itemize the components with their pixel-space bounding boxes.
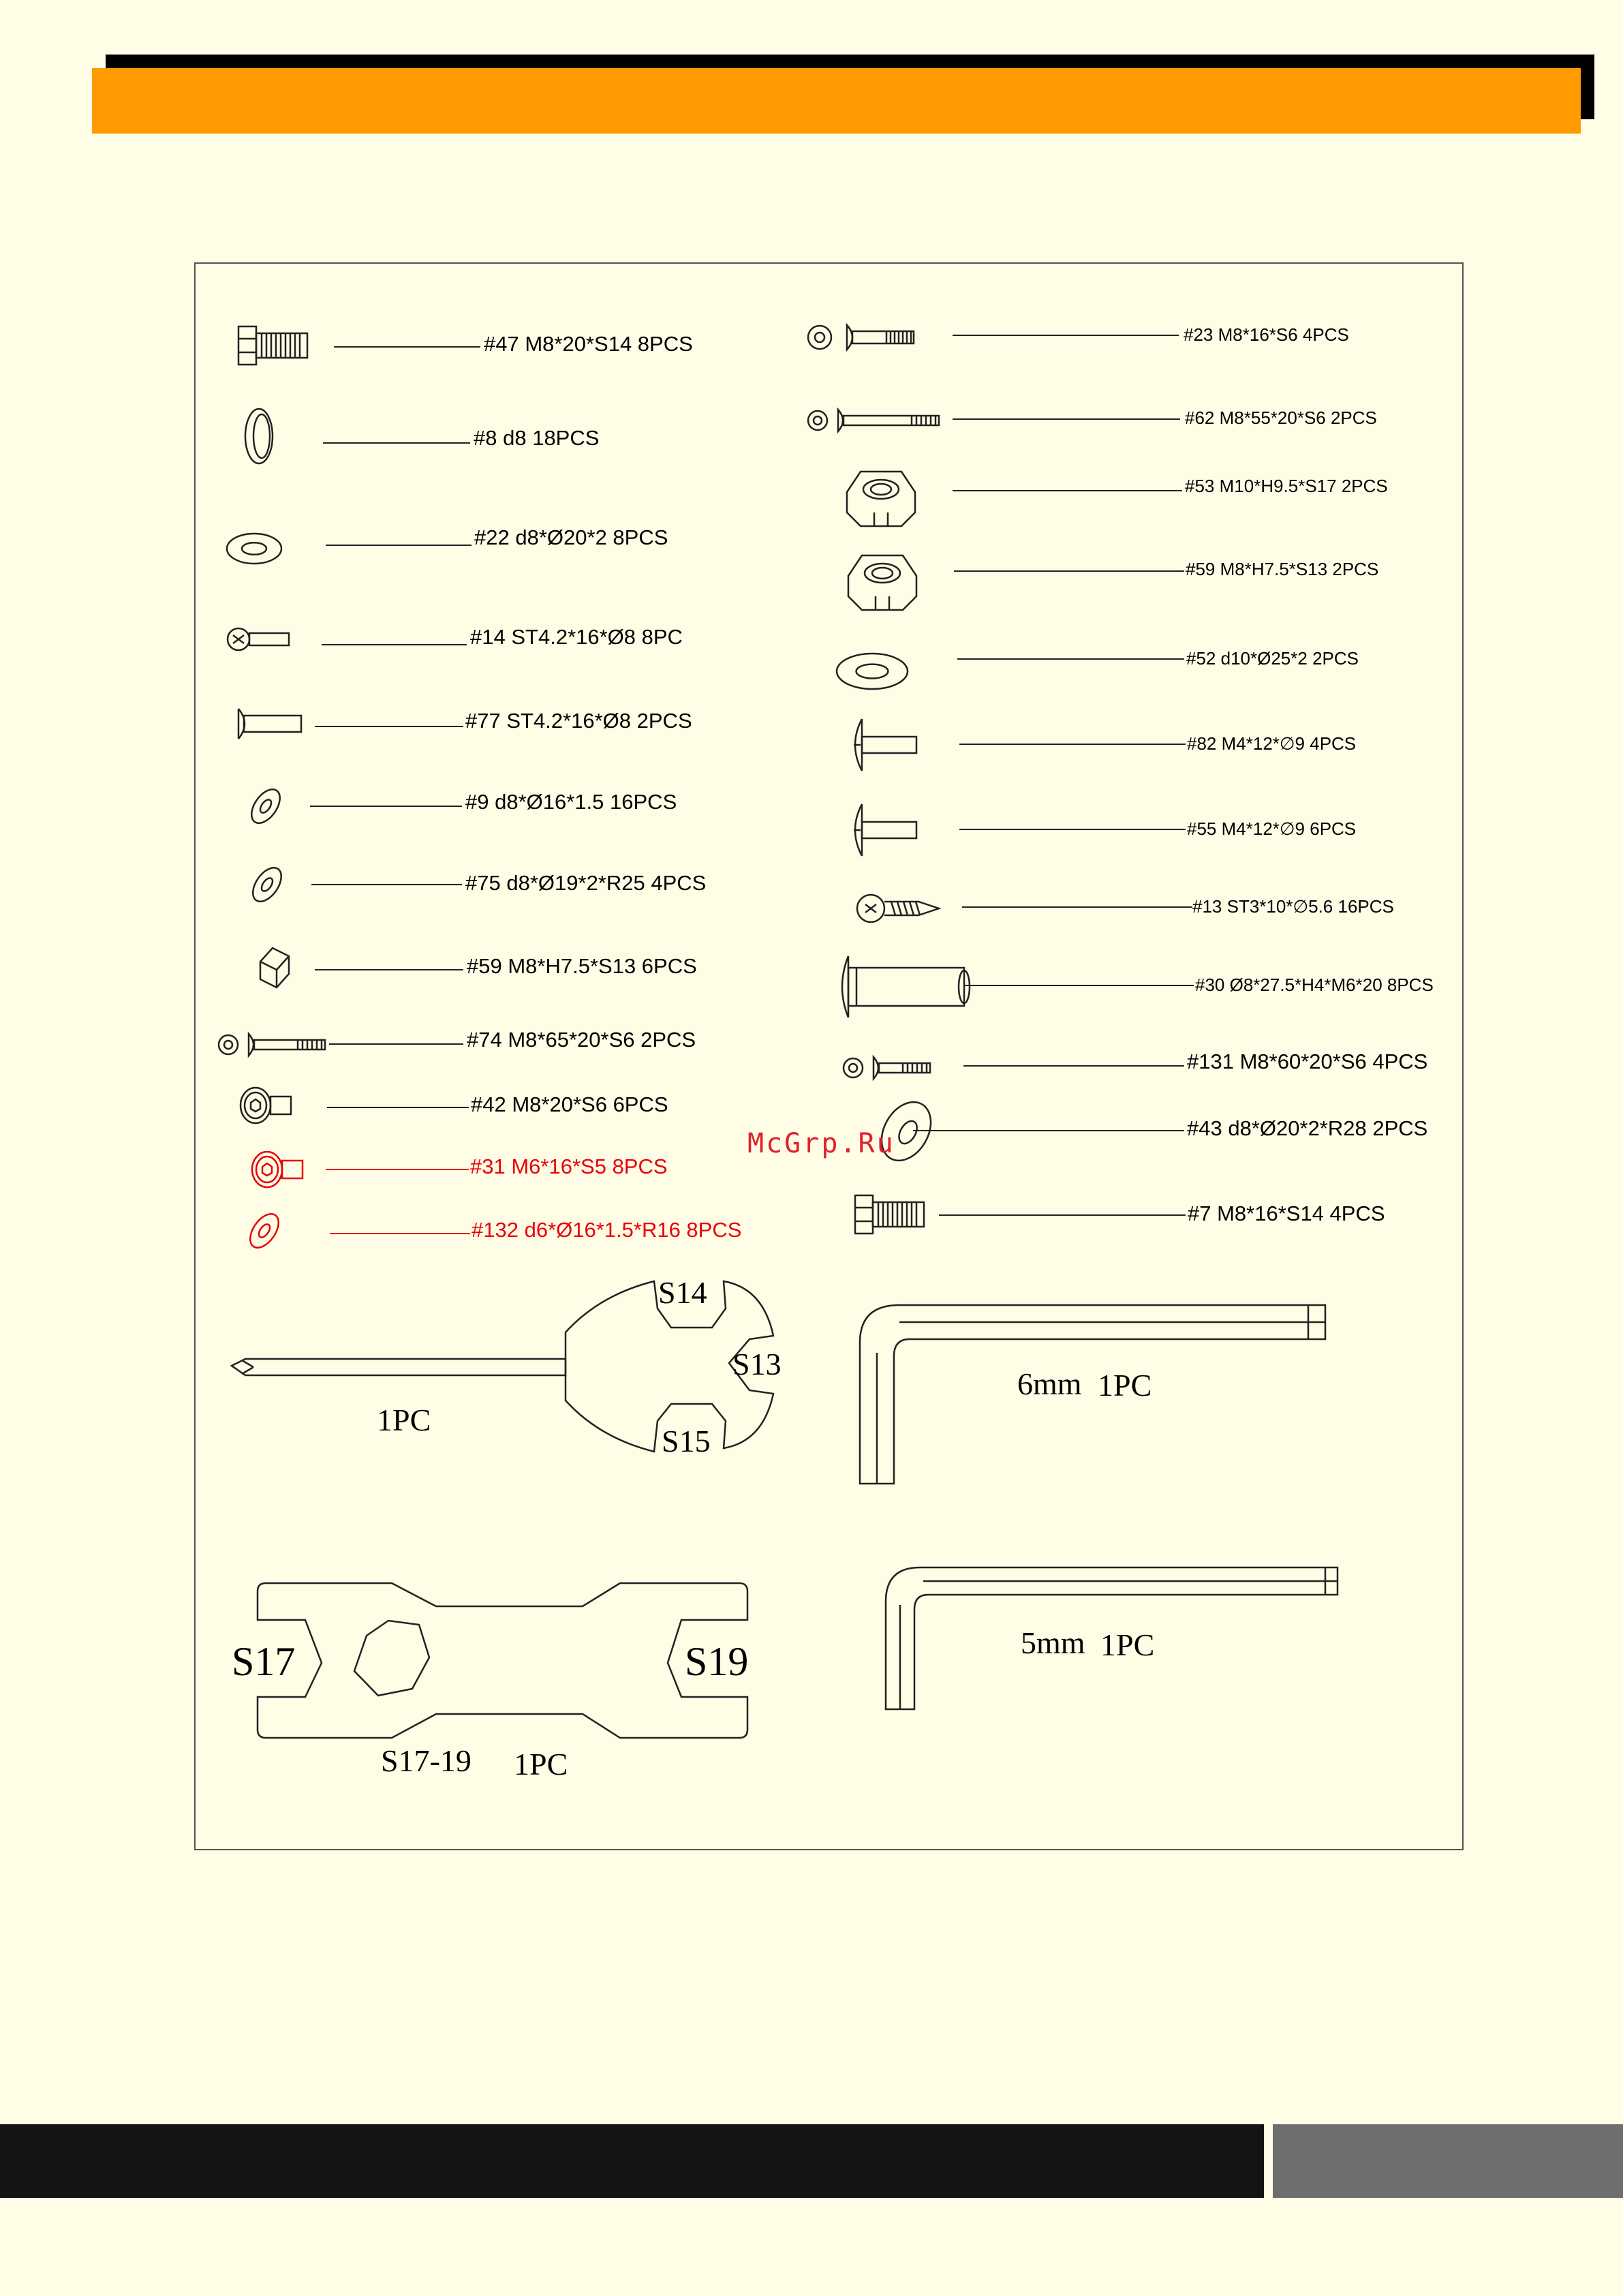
part-131-label: #131 M8*60*20*S6 4PCS [1187, 1050, 1428, 1073]
hex-bolt-icon [238, 326, 307, 365]
spanner-name-label: S17-19 [381, 1743, 472, 1778]
hex-key-6-size: 6mm [1017, 1366, 1082, 1401]
flat-washer-icon [227, 534, 281, 564]
hex-bolt-icon [855, 1195, 924, 1234]
part-55-label: #55 M4*12*∅9 6PCS [1187, 818, 1357, 839]
spanner-s17-label: S17 [232, 1639, 296, 1684]
part-22-label: #22 d8*Ø20*2 8PCS [474, 525, 668, 549]
part-82-label: #82 M4*12*∅9 4PCS [1187, 733, 1357, 754]
hex-key-6mm-icon [860, 1305, 1325, 1484]
wrench-s14-label: S14 [658, 1275, 707, 1310]
part-47-label: #47 M8*20*S14 8PCS [484, 332, 693, 356]
spring-washer-icon [245, 409, 273, 463]
part-14-label: #14 ST4.2*16*Ø8 8PC [470, 625, 683, 649]
footer-bar [0, 2124, 1264, 2198]
long-bolt-icon [844, 1057, 930, 1079]
wrench-qty-label: 1PC [377, 1403, 431, 1437]
long-bolt-icon [808, 410, 939, 431]
part-31-label: #31 M6*16*S5 8PCS [470, 1154, 668, 1178]
part-23-label: #23 M8*16*S6 4PCS [1184, 324, 1349, 345]
part-7-label: #7 M8*16*S14 4PCS [1188, 1201, 1385, 1225]
part-59-left-label: #59 M8*H7.5*S13 6PCS [467, 954, 697, 978]
part-8-label: #8 d8 18PCS [474, 426, 600, 450]
hex-key-6-qty: 1PC [1098, 1368, 1152, 1403]
part-13-label: #13 ST3*10*∅5.6 16PCS [1192, 896, 1394, 917]
part-9-label: #9 d8*Ø16*1.5 16PCS [465, 790, 677, 814]
part-53-label: #53 M10*H9.5*S17 2PCS [1185, 476, 1388, 496]
spanner-s19-label: S19 [685, 1639, 749, 1684]
sleeve-bolt-icon [842, 956, 970, 1017]
watermark: McGrp.Ru [747, 1128, 895, 1159]
hex-nut-icon [260, 948, 289, 988]
part-30-label: #30 Ø8*27.5*H4*M6*20 8PCS [1195, 975, 1434, 995]
washer-icon [246, 784, 285, 828]
allen-bolt-icon [252, 1152, 303, 1187]
footer-page-box [1273, 2124, 1623, 2198]
flat-washer-icon [837, 654, 908, 689]
part-43-label: #43 d8*Ø20*2*R28 2PCS [1187, 1116, 1428, 1140]
part-75-label: #75 d8*Ø19*2*R25 4PCS [465, 871, 707, 895]
button-bolt-icon [808, 325, 914, 350]
allen-bolt-icon [241, 1088, 291, 1123]
part-132-label: #132 d6*Ø16*1.5*R16 8PCS [472, 1218, 742, 1242]
long-bolt-icon [219, 1034, 325, 1056]
self-tapping-screw-icon [857, 895, 939, 922]
part-59-right-label: #59 M8*H7.5*S13 2PCS [1186, 559, 1379, 579]
part-62-label: #62 M8*55*20*S6 2PCS [1185, 408, 1377, 428]
part-77-label: #77 ST4.2*16*Ø8 2PCS [465, 709, 692, 733]
leader-lines [310, 335, 1194, 1234]
truss-screw-icon [854, 804, 916, 856]
truss-screw-icon [854, 719, 916, 771]
part-42-label: #42 M8*20*S6 6PCS [471, 1092, 668, 1116]
curved-washer-icon [245, 1209, 284, 1253]
hex-nut-icon [848, 555, 916, 610]
round-head-screw-icon [238, 709, 301, 739]
hex-key-5-qty: 1PC [1100, 1627, 1155, 1662]
hex-nut-icon [847, 472, 915, 526]
part-52-label: #52 d10*Ø25*2 2PCS [1186, 648, 1359, 669]
spanner-qty-label: 1PC [514, 1747, 568, 1781]
wrench-s15-label: S15 [662, 1424, 711, 1458]
spanner-icon [258, 1583, 747, 1738]
phillips-screw-icon [228, 628, 289, 650]
curved-washer-icon [247, 863, 287, 906]
wrench-s13-label: S13 [732, 1347, 782, 1381]
hex-key-5-size: 5mm [1021, 1625, 1085, 1660]
part-74-label: #74 M8*65*20*S6 2PCS [467, 1028, 696, 1052]
